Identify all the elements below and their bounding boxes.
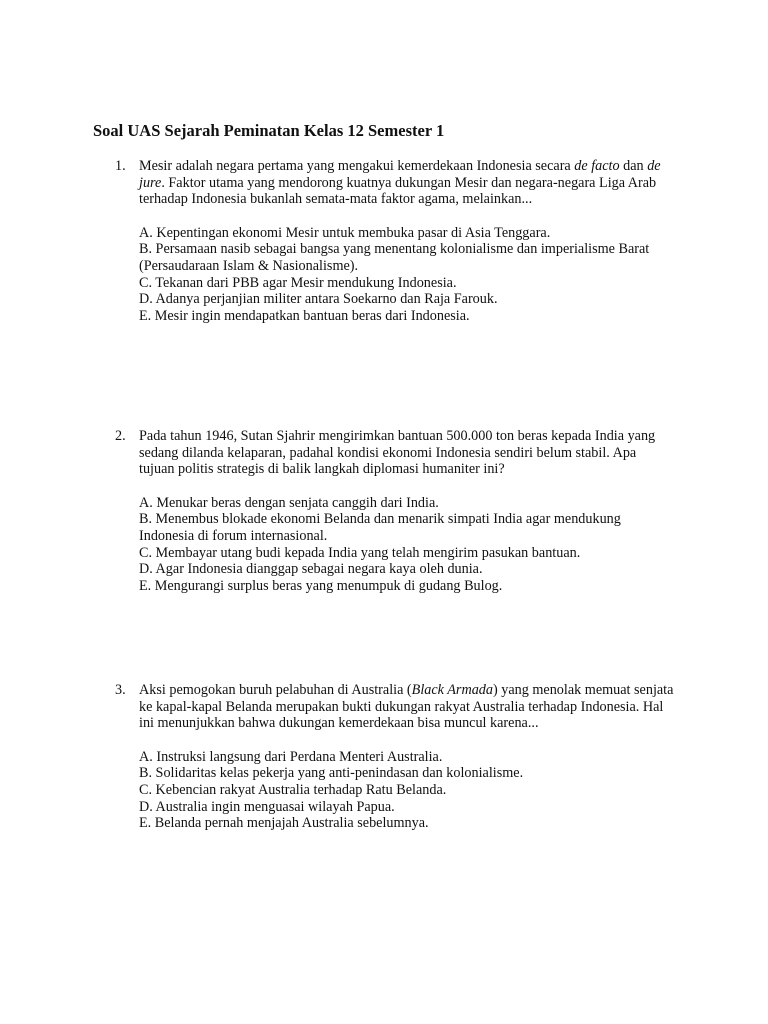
answer-option-b: B. Persamaan nasib sebagai bangsa yang menentang kolonialisme dan imperialisme Barat (Persaudaraan Islam & Nasionalisme). bbox=[139, 241, 650, 274]
question-stem: Aksi pemogokan buruh pelabuhan di Australia (Black Armada) yang menolak memuat senjata ke kapal-kapal Belanda merupakan bukti dukungan rakyat Australia terhadap Indonesia. Hal ini menunjukkan bahwa dukungan kemerdekaan bisa muncul karena... bbox=[139, 682, 674, 732]
answer-option-e: E. Belanda pernah menjajah Australia sebelumnya. bbox=[139, 815, 429, 832]
answer-option-c: C. Membayar utang budi kepada India yang telah mengirim pasukan bantuan. bbox=[139, 544, 581, 561]
answer-option-d: D. Australia ingin menguasai wilayah Papua. bbox=[139, 798, 395, 815]
answer-option-e: E. Mengurangi surplus beras yang menumpuk di gudang Bulog. bbox=[139, 577, 503, 594]
answer-option-b: B. Solidaritas kelas pekerja yang anti-penindasan dan kolonialisme. bbox=[139, 765, 524, 782]
question-number: 3. bbox=[115, 682, 126, 698]
question-stem: Pada tahun 1946, Sutan Sjahrir mengirimkan bantuan 500.000 ton beras kepada India yang sedang dilanda kelaparan, padahal kondisi ekonomi Indonesia sendiri belum stabil. Apa tujuan politis strategis di balik langkah diplomasi humaniter ini? bbox=[139, 428, 656, 478]
answer-option-b: B. Menembus blokade ekonomi Belanda dan menarik simpati India agar mendukung Indonesia di forum internasional. bbox=[139, 511, 621, 544]
question-2 bbox=[115, 428, 675, 594]
question-number: 1. bbox=[115, 158, 126, 174]
answer-options bbox=[139, 495, 675, 595]
answer-option-e: E. Mesir ingin mendapatkan bantuan beras dari Indonesia. bbox=[139, 307, 470, 324]
answer-option-d: D. Agar Indonesia dianggap sebagai negara kaya oleh dunia. bbox=[139, 561, 483, 578]
answer-options bbox=[139, 749, 675, 832]
answer-options bbox=[139, 225, 675, 325]
question-stem: Mesir adalah negara pertama yang mengakui kemerdekaan Indonesia secara de facto dan de jure. Faktor utama yang mendorong kuatnya dukungan Mesir dan negara-negara Liga Arab terhadap Indonesia bukanlah semata-mata faktor agama, melainkan... bbox=[139, 158, 661, 208]
answer-option-c: C. Tekanan dari PBB agar Mesir mendukung Indonesia. bbox=[139, 274, 457, 291]
question-number: 2. bbox=[115, 428, 126, 444]
answer-option-a: A. Kepentingan ekonomi Mesir untuk membuka pasar di Asia Tenggara. bbox=[139, 224, 551, 241]
question-3 bbox=[115, 682, 675, 832]
answer-option-d: D. Adanya perjanjian militer antara Soekarno dan Raja Farouk. bbox=[139, 291, 498, 308]
question-1 bbox=[115, 158, 675, 324]
answer-option-a: A. Menukar beras dengan senjata canggih dari India. bbox=[139, 494, 439, 511]
document-title: Soal UAS Sejarah Peminatan Kelas 12 Semester 1 bbox=[93, 121, 445, 140]
answer-option-a: A. Instruksi langsung dari Perdana Menteri Australia. bbox=[139, 748, 443, 765]
answer-option-c: C. Kebencian rakyat Australia terhadap Ratu Belanda. bbox=[139, 781, 447, 798]
